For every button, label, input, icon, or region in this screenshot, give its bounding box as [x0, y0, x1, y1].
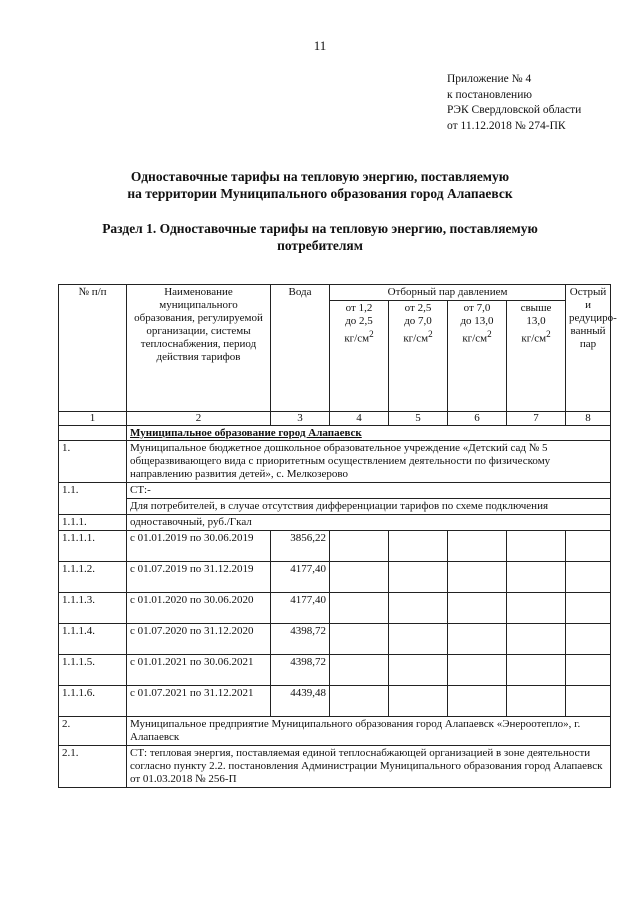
column-number: 4 [330, 412, 389, 426]
header-row [59, 285, 611, 301]
section-title [60, 220, 580, 254]
system-note-row [59, 499, 611, 515]
period-num: 1.1.1.1. [59, 531, 127, 562]
title-line: на территории Муниципального образования город Алапаевск [127, 186, 513, 201]
system-num: 2.1. [59, 746, 127, 788]
org-name: Муниципальное бюджетное дошкольное образовательное учреждение «Детский сад № 5 общеразвивающего вида с приоритетным осуществлением деятельности по физическому направлению развития детей», с. Мелкозерово [127, 441, 611, 483]
column-numbers-row [59, 412, 611, 426]
column-number: 5 [389, 412, 448, 426]
header-pressure-1: от 1,2 до 2,5 $кг/см^2$ [330, 301, 389, 412]
water-tariff-value: 4398,72 [271, 655, 330, 686]
column-number: 7 [507, 412, 566, 426]
rate-name: одноставочный, руб./Гкал [127, 515, 611, 531]
period-num: 1.1.1.2. [59, 562, 127, 593]
period-num: 1.1.1.6. [59, 686, 127, 717]
document-title [60, 168, 580, 202]
org-row [59, 717, 611, 746]
period-row [59, 593, 611, 624]
system-st: СТ:- [127, 483, 611, 499]
period-dates: с 01.01.2020 по 30.06.2020 [127, 593, 271, 624]
tariff-table [58, 284, 617, 788]
appendix-block [447, 72, 581, 134]
column-number: 6 [448, 412, 507, 426]
water-tariff-value: 4177,40 [271, 593, 330, 624]
water-tariff-value: 3856,22 [271, 531, 330, 562]
section-line: Раздел 1. Одноставочные тарифы на тепловую энергию, поставляемую [102, 221, 538, 236]
org-row [59, 441, 611, 483]
period-dates: с 01.01.2021 по 30.06.2021 [127, 655, 271, 686]
water-tariff-value: 4439,48 [271, 686, 330, 717]
appendix-line: РЭК Свердловской области [447, 104, 582, 116]
period-row [59, 624, 611, 655]
period-num: 1.1.1.3. [59, 593, 127, 624]
period-row [59, 531, 611, 562]
municipality-row [59, 426, 611, 441]
system-num: 1.1. [59, 483, 127, 515]
period-dates: с 01.07.2019 по 31.12.2019 [127, 562, 271, 593]
appendix-line: Приложение № 4 [447, 73, 532, 85]
water-tariff-value: 4177,40 [271, 562, 330, 593]
header-pressure-2: от 2,5 до 7,0 $кг/см^2$ [389, 301, 448, 412]
header-pressure-3: от 7,0 до 13,0 $кг/см^2$ [448, 301, 507, 412]
column-number: 3 [271, 412, 330, 426]
municipality-title: Муниципальное образование город Алапаевск [127, 426, 611, 441]
header-water: Вода [271, 285, 330, 412]
section-line: потребителям [277, 238, 363, 253]
header-pressure-4: свыше 13,0 $кг/см^2$ [507, 301, 566, 412]
column-number: 8 [566, 412, 611, 426]
header-num: № п/п [59, 285, 127, 412]
column-number: 1 [59, 412, 127, 426]
appendix-line: от 11.12.2018 № 274-ПК [447, 119, 566, 132]
period-row [59, 655, 611, 686]
org-name: Муниципальное предприятие Муниципального образования город Алапаевск «Энероотепло», г. Алапаевск [127, 717, 611, 746]
title-line: Одноставочные тарифы на тепловую энергию, поставляемую [130, 169, 510, 184]
period-dates: с 01.01.2019 по 30.06.2019 [127, 531, 271, 562]
system-row [59, 746, 611, 788]
period-num: 1.1.1.4. [59, 624, 127, 655]
system-note: Для потребителей, в случае отсутствия дифференциации тарифов по схеме подключения [127, 499, 611, 515]
column-number: 2 [127, 412, 271, 426]
water-tariff-value: 4398,72 [271, 624, 330, 655]
period-row [59, 562, 611, 593]
org-num: 2. [59, 717, 127, 746]
period-num: 1.1.1.5. [59, 655, 127, 686]
period-dates: с 01.07.2020 по 31.12.2020 [127, 624, 271, 655]
system-row [59, 483, 611, 499]
rate-num: 1.1.1. [59, 515, 127, 531]
appendix-line: к постановлению [447, 88, 532, 101]
system-description: СТ: тепловая энергия, поставляемая единой теплоснабжающей организацией в зоне деятельности согласно пункту 2.2. постановления Администрации Муниципального образования город Алапаевск от 01.03.2018 № 256-П [127, 746, 611, 788]
page-number: 11 [313, 38, 327, 53]
org-num: 1. [59, 441, 127, 483]
rate-row [59, 515, 611, 531]
period-dates: с 01.07.2021 по 31.12.2021 [127, 686, 271, 717]
period-row [59, 686, 611, 717]
header-name: Наименование муниципального образования, регулируемой организации, системы теплоснабжения, период действия тарифов [127, 285, 271, 412]
header-steam-group: Отборный пар давлением [330, 285, 566, 301]
header-live-steam: Острый и редуциро-ванный пар [566, 285, 611, 412]
